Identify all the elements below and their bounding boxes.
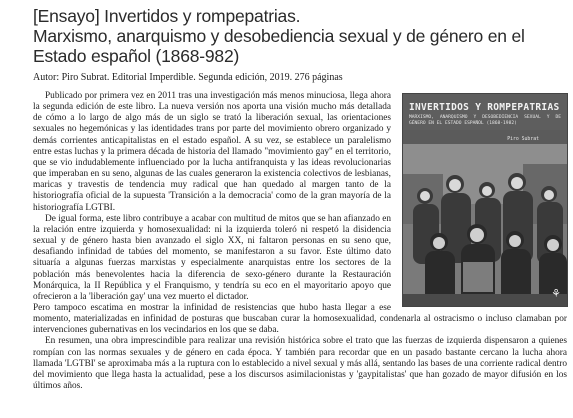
cover-title: INVERTIDOS Y ROMPEPATRIAS — [409, 102, 560, 113]
title-line-1: [Ensayo] Invertidos y rompepatrias. — [33, 6, 301, 26]
book-cover-image — [403, 94, 567, 306]
article-body — [33, 91, 567, 392]
cover-subtitle: MARXISMO, ANARQUISMO Y DESOBEDIENCIA SEXUAL Y DE GÉNERO EN EL ESTADO ESPAÑOL (1868-1982) — [409, 115, 561, 126]
paragraph-4: En resumen, una obra imprescindible para realizar una revisión histórica sobre el trato que las fuerzas de izquierda dispensaron a quienes rompían con las normas sexuales y de género en cada época. Y también para recordar que en un pasado bastante cercano la lucha ahora llamada 'LGTBI' se aproximaba más a la ruptura con lo establecido a nivel sexual y más allá, sentando las bases de una corriente radical dentro del movimiento que llega hasta la actualidad, pese a los discursos asimilacionistas y 'gaypitalistas' que han gozado de mayor difusión en los últimos años. — [33, 336, 567, 392]
paragraph-3: Pero tampoco escatima en mostrar la infinidad de resistencias que hubo hasta llegar a ese momento, materializadas en infinidad de posturas que buscaban curar la homosexualidad, condenarla al ostracismo o incluso clamaban por intervenciones gubernativas en los vecindarios en los que se daba. — [33, 302, 567, 336]
article-title — [33, 6, 567, 66]
publisher-logo-icon: ⚘ — [551, 287, 561, 300]
cover-photo — [403, 144, 567, 306]
cover-author: Piro Subrat — [507, 137, 539, 142]
paragraph-1: Publicado por primera vez en 2011 tras una investigación más menos minuciosa, llega ahora la segunda edición de este libro. La nueva versión nos aporta una visión mucho más detallada de cómo a lo largo de algo más de un siglo se trató la liberación sexual, las orientaciones sexuales no hegemónicas y las identidades trans por parte del movimiento obrero organizado y demás corrientes anticapitalistas en el estado español. A su vez, se establece un paralelismo entre estas luchas y la primera década de historia del llamado "movimiento gay" en el territorio, que se vio indudablemente influenciado por la lucha antifranquista y las ideas revolucionarias que imperaban en su seno, algunas de las cuales generaron la existencia colectivos de lesbianas, maricas y travestis de tendencia muy radical que han quedado al margen tanto de la historiografía oficial de la supuesta 'Transición a la democracia' como de la gran mayoría de la historiografía LGTBI. — [33, 91, 391, 213]
paragraph-2: De igual forma, este libro contribuye a acabar con multitud de mitos que se han afianzado en la relación entre izquierda y homosexualidad: ni la izquierda toleró ni respetó la disidencia sexual y de género hasta bien avanzado el siglo XX, ni faltaron personas en su seno que, desafiando infinidad de tabúes del momento, se manifestaron a su favor. Este último dato situaría a algunas fuerzas marxistas y especialmente anarquistas entre los sectores de la población más benevolentes hacia la diferencia de sexo-género durante la Restauración Monárquica, la II República y el Franquismo, y tendría su eco en el mayoritario apoyo que ofrecieron a la 'liberación gay' una vez muerto el dictador. — [33, 213, 391, 302]
author-line: Autor: Piro Subrat. Editorial Imperdible. Segunda edición, 2019. 276 páginas — [33, 72, 343, 83]
review-article — [33, 6, 567, 392]
title-line-2: Marxismo, anarquismo y desobediencia sexual y de género en el Estado español (1868-982) — [33, 26, 525, 66]
